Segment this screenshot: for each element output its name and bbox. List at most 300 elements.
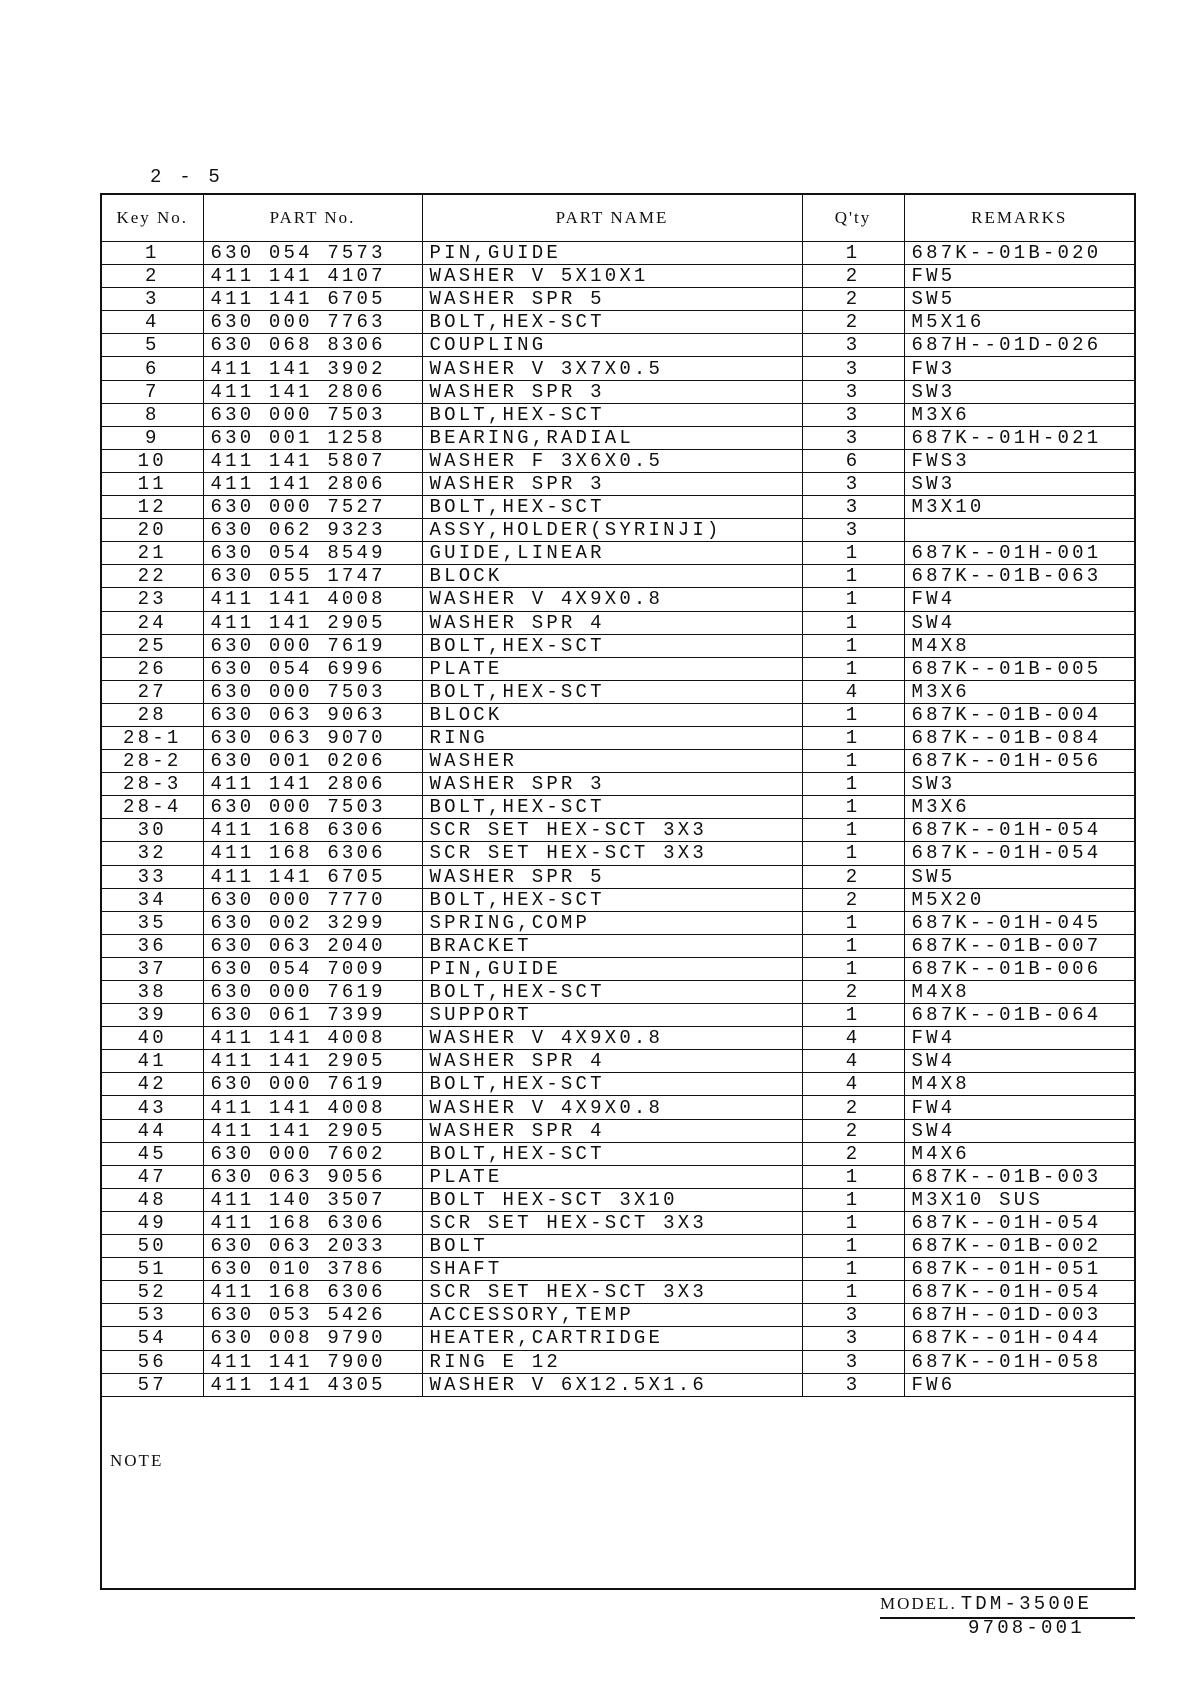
cell-remarks: 687K--01H-021 bbox=[904, 426, 1134, 449]
cell-qty: 1 bbox=[802, 565, 904, 588]
cell-part-no: 630 001 1258 bbox=[203, 426, 422, 449]
table-row bbox=[102, 265, 1134, 288]
table-row bbox=[102, 380, 1134, 403]
cell-key-no: 3 bbox=[102, 288, 203, 311]
cell-remarks: 687K--01B-084 bbox=[904, 726, 1134, 749]
cell-remarks: 687K--01B-007 bbox=[904, 934, 1134, 957]
cell-key-no: 26 bbox=[102, 657, 203, 680]
cell-part-no: 411 141 4107 bbox=[203, 265, 422, 288]
cell-part-no: 630 000 7503 bbox=[203, 680, 422, 703]
cell-qty: 1 bbox=[802, 934, 904, 957]
table-row bbox=[102, 1373, 1134, 1396]
cell-part-no: 411 140 3507 bbox=[203, 1188, 422, 1211]
cell-qty: 1 bbox=[802, 819, 904, 842]
cell-remarks: M3X6 bbox=[904, 403, 1134, 426]
cell-remarks: 687K--01H-044 bbox=[904, 1327, 1134, 1350]
cell-key-no: 37 bbox=[102, 957, 203, 980]
cell-key-no: 54 bbox=[102, 1327, 203, 1350]
cell-qty: 1 bbox=[802, 1235, 904, 1258]
table-row bbox=[102, 334, 1134, 357]
cell-part-no: 630 063 9063 bbox=[203, 703, 422, 726]
cell-part-name: BOLT HEX-SCT 3X10 bbox=[422, 1188, 802, 1211]
table-row bbox=[102, 542, 1134, 565]
cell-part-name: WASHER SPR 5 bbox=[422, 288, 802, 311]
model-label: MODEL. bbox=[880, 1594, 957, 1613]
cell-part-no: 630 063 9070 bbox=[203, 726, 422, 749]
cell-qty: 1 bbox=[802, 542, 904, 565]
cell-qty: 1 bbox=[802, 1211, 904, 1234]
cell-key-no: 56 bbox=[102, 1350, 203, 1373]
cell-part-no: 630 000 7602 bbox=[203, 1142, 422, 1165]
cell-key-no: 28-2 bbox=[102, 750, 203, 773]
cell-qty: 2 bbox=[802, 1096, 904, 1119]
table-row bbox=[102, 680, 1134, 703]
cell-part-no: 630 000 7619 bbox=[203, 634, 422, 657]
cell-key-no: 7 bbox=[102, 380, 203, 403]
cell-part-name: WASHER SPR 3 bbox=[422, 773, 802, 796]
cell-remarks: M5X20 bbox=[904, 888, 1134, 911]
table-row bbox=[102, 1096, 1134, 1119]
cell-part-no: 630 002 3299 bbox=[203, 911, 422, 934]
cell-key-no: 32 bbox=[102, 842, 203, 865]
table-row bbox=[102, 703, 1134, 726]
cell-part-no: 630 000 7619 bbox=[203, 981, 422, 1004]
cell-part-name: BRACKET bbox=[422, 934, 802, 957]
cell-part-no: 630 054 6996 bbox=[203, 657, 422, 680]
cell-remarks: SW4 bbox=[904, 1119, 1134, 1142]
cell-key-no: 8 bbox=[102, 403, 203, 426]
cell-part-no: 411 168 6306 bbox=[203, 1281, 422, 1304]
cell-part-name: WASHER SPR 3 bbox=[422, 380, 802, 403]
cell-key-no: 21 bbox=[102, 542, 203, 565]
cell-key-no: 44 bbox=[102, 1119, 203, 1142]
cell-part-name: PLATE bbox=[422, 1165, 802, 1188]
cell-key-no: 2 bbox=[102, 265, 203, 288]
cell-remarks: 687H--01D-003 bbox=[904, 1304, 1134, 1327]
header-part-name: PART NAME bbox=[422, 195, 802, 242]
cell-part-name: BLOCK bbox=[422, 565, 802, 588]
table-row bbox=[102, 1281, 1134, 1304]
cell-part-name: WASHER V 6X12.5X1.6 bbox=[422, 1373, 802, 1396]
cell-part-no: 630 053 5426 bbox=[203, 1304, 422, 1327]
cell-part-no: 630 000 7503 bbox=[203, 796, 422, 819]
cell-remarks: 687K--01H-054 bbox=[904, 1211, 1134, 1234]
cell-part-no: 630 055 1747 bbox=[203, 565, 422, 588]
cell-remarks: FW6 bbox=[904, 1373, 1134, 1396]
table-row bbox=[102, 1258, 1134, 1281]
table-row bbox=[102, 496, 1134, 519]
cell-key-no: 28-3 bbox=[102, 773, 203, 796]
cell-part-name: WASHER SPR 4 bbox=[422, 611, 802, 634]
cell-part-name: WASHER SPR 4 bbox=[422, 1119, 802, 1142]
cell-qty: 3 bbox=[802, 357, 904, 380]
cell-qty: 1 bbox=[802, 634, 904, 657]
cell-part-name: WASHER SPR 3 bbox=[422, 472, 802, 495]
cell-qty: 1 bbox=[802, 911, 904, 934]
cell-remarks: 687K--01B-064 bbox=[904, 1004, 1134, 1027]
cell-part-no: 630 061 7399 bbox=[203, 1004, 422, 1027]
cell-part-no: 411 141 5807 bbox=[203, 449, 422, 472]
table-row bbox=[102, 981, 1134, 1004]
cell-part-name: BEARING,RADIAL bbox=[422, 426, 802, 449]
cell-part-name: WASHER SPR 5 bbox=[422, 865, 802, 888]
cell-key-no: 43 bbox=[102, 1096, 203, 1119]
cell-part-name: BOLT,HEX-SCT bbox=[422, 1073, 802, 1096]
cell-remarks: 687K--01B-063 bbox=[904, 565, 1134, 588]
cell-part-no: 411 141 4305 bbox=[203, 1373, 422, 1396]
table-row bbox=[102, 1327, 1134, 1350]
cell-part-no: 630 000 7527 bbox=[203, 496, 422, 519]
cell-remarks: FW4 bbox=[904, 1027, 1134, 1050]
cell-key-no: 12 bbox=[102, 496, 203, 519]
cell-qty: 4 bbox=[802, 1050, 904, 1073]
cell-part-name: BOLT,HEX-SCT bbox=[422, 634, 802, 657]
cell-remarks: M3X10 SUS bbox=[904, 1188, 1134, 1211]
cell-remarks: 687K--01B-004 bbox=[904, 703, 1134, 726]
table-row bbox=[102, 726, 1134, 749]
note-label: NOTE bbox=[110, 1451, 164, 1470]
cell-qty: 2 bbox=[802, 888, 904, 911]
cell-remarks: M3X10 bbox=[904, 496, 1134, 519]
cell-part-no: 630 062 9323 bbox=[203, 519, 422, 542]
cell-key-no: 33 bbox=[102, 865, 203, 888]
cell-key-no: 20 bbox=[102, 519, 203, 542]
cell-part-no: 630 063 9056 bbox=[203, 1165, 422, 1188]
cell-key-no: 48 bbox=[102, 1188, 203, 1211]
cell-remarks: FW5 bbox=[904, 265, 1134, 288]
cell-qty: 4 bbox=[802, 680, 904, 703]
table-row bbox=[102, 1119, 1134, 1142]
table-row bbox=[102, 773, 1134, 796]
cell-part-name: SHAFT bbox=[422, 1258, 802, 1281]
table-row bbox=[102, 1004, 1134, 1027]
header-remarks: REMARKS bbox=[904, 195, 1134, 242]
cell-qty: 4 bbox=[802, 1073, 904, 1096]
cell-part-no: 411 141 7900 bbox=[203, 1350, 422, 1373]
cell-qty: 1 bbox=[802, 1281, 904, 1304]
cell-part-name: RING bbox=[422, 726, 802, 749]
table-row bbox=[102, 288, 1134, 311]
cell-qty: 3 bbox=[802, 403, 904, 426]
cell-remarks: 687K--01B-005 bbox=[904, 657, 1134, 680]
parts-list-table bbox=[100, 193, 1136, 1590]
cell-remarks: M4X8 bbox=[904, 634, 1134, 657]
table-row bbox=[102, 657, 1134, 680]
cell-qty: 6 bbox=[802, 449, 904, 472]
cell-qty: 3 bbox=[802, 380, 904, 403]
cell-remarks: M5X16 bbox=[904, 311, 1134, 334]
cell-remarks: 687K--01B-020 bbox=[904, 242, 1134, 265]
cell-part-name: SUPPORT bbox=[422, 1004, 802, 1027]
cell-remarks: 687K--01B-006 bbox=[904, 957, 1134, 980]
cell-part-no: 630 010 3786 bbox=[203, 1258, 422, 1281]
model-value: TDM-3500E bbox=[960, 1593, 1093, 1615]
table-row bbox=[102, 1350, 1134, 1373]
cell-qty: 1 bbox=[802, 703, 904, 726]
cell-key-no: 28-1 bbox=[102, 726, 203, 749]
cell-part-no: 630 068 8306 bbox=[203, 334, 422, 357]
table-row bbox=[102, 888, 1134, 911]
cell-part-no: 411 141 6705 bbox=[203, 865, 422, 888]
cell-part-no: 630 054 8549 bbox=[203, 542, 422, 565]
cell-part-no: 411 141 3902 bbox=[203, 357, 422, 380]
cell-remarks: M3X6 bbox=[904, 680, 1134, 703]
cell-remarks: M3X6 bbox=[904, 796, 1134, 819]
header-row bbox=[102, 195, 1134, 242]
cell-remarks: 687K--01H-054 bbox=[904, 819, 1134, 842]
cell-remarks: 687K--01H-001 bbox=[904, 542, 1134, 565]
cell-key-no: 52 bbox=[102, 1281, 203, 1304]
cell-qty: 2 bbox=[802, 311, 904, 334]
cell-qty: 1 bbox=[802, 750, 904, 773]
table-row bbox=[102, 911, 1134, 934]
cell-remarks: SW3 bbox=[904, 472, 1134, 495]
cell-part-no: 630 008 9790 bbox=[203, 1327, 422, 1350]
cell-part-no: 411 141 2806 bbox=[203, 380, 422, 403]
table-row bbox=[102, 565, 1134, 588]
cell-qty: 3 bbox=[802, 1327, 904, 1350]
cell-key-no: 27 bbox=[102, 680, 203, 703]
cell-part-name: SCR SET HEX-SCT 3X3 bbox=[422, 1211, 802, 1234]
cell-qty: 3 bbox=[802, 334, 904, 357]
cell-key-no: 50 bbox=[102, 1235, 203, 1258]
cell-key-no: 39 bbox=[102, 1004, 203, 1027]
cell-key-no: 23 bbox=[102, 588, 203, 611]
cell-part-name: SCR SET HEX-SCT 3X3 bbox=[422, 1281, 802, 1304]
table-row bbox=[102, 1304, 1134, 1327]
cell-key-no: 47 bbox=[102, 1165, 203, 1188]
cell-part-name: BOLT,HEX-SCT bbox=[422, 403, 802, 426]
cell-part-no: 630 001 0206 bbox=[203, 750, 422, 773]
cell-key-no: 51 bbox=[102, 1258, 203, 1281]
cell-qty: 1 bbox=[802, 657, 904, 680]
document-code: 9708-001 bbox=[968, 1617, 1085, 1639]
cell-part-no: 411 141 4008 bbox=[203, 588, 422, 611]
cell-part-name: WASHER V 5X10X1 bbox=[422, 265, 802, 288]
cell-key-no: 34 bbox=[102, 888, 203, 911]
cell-part-name: SCR SET HEX-SCT 3X3 bbox=[422, 842, 802, 865]
cell-part-name: ACCESSORY,TEMP bbox=[422, 1304, 802, 1327]
cell-remarks: 687K--01B-002 bbox=[904, 1235, 1134, 1258]
cell-key-no: 42 bbox=[102, 1073, 203, 1096]
cell-key-no: 11 bbox=[102, 472, 203, 495]
table-row bbox=[102, 957, 1134, 980]
cell-remarks: FW4 bbox=[904, 588, 1134, 611]
table-row bbox=[102, 1142, 1134, 1165]
table-row bbox=[102, 934, 1134, 957]
cell-part-no: 630 000 7503 bbox=[203, 403, 422, 426]
cell-qty: 3 bbox=[802, 496, 904, 519]
cell-key-no: 28 bbox=[102, 703, 203, 726]
cell-key-no: 57 bbox=[102, 1373, 203, 1396]
cell-remarks: SW4 bbox=[904, 611, 1134, 634]
cell-qty: 3 bbox=[802, 472, 904, 495]
cell-part-name: WASHER F 3X6X0.5 bbox=[422, 449, 802, 472]
cell-part-no: 630 054 7009 bbox=[203, 957, 422, 980]
cell-part-no: 411 168 6306 bbox=[203, 819, 422, 842]
cell-qty: 1 bbox=[802, 726, 904, 749]
cell-key-no: 4 bbox=[102, 311, 203, 334]
cell-remarks: 687K--01H-058 bbox=[904, 1350, 1134, 1373]
cell-part-name: GUIDE,LINEAR bbox=[422, 542, 802, 565]
cell-key-no: 9 bbox=[102, 426, 203, 449]
cell-key-no: 10 bbox=[102, 449, 203, 472]
cell-remarks: SW4 bbox=[904, 1050, 1134, 1073]
cell-remarks: FWS3 bbox=[904, 449, 1134, 472]
table-row bbox=[102, 1027, 1134, 1050]
cell-key-no: 38 bbox=[102, 981, 203, 1004]
cell-part-no: 411 168 6306 bbox=[203, 842, 422, 865]
cell-qty: 2 bbox=[802, 1119, 904, 1142]
cell-remarks: SW3 bbox=[904, 773, 1134, 796]
cell-part-no: 411 141 6705 bbox=[203, 288, 422, 311]
table-row bbox=[102, 1188, 1134, 1211]
cell-part-name: BOLT,HEX-SCT bbox=[422, 311, 802, 334]
cell-qty: 1 bbox=[802, 957, 904, 980]
cell-qty: 1 bbox=[802, 1004, 904, 1027]
cell-qty: 2 bbox=[802, 265, 904, 288]
cell-remarks bbox=[904, 519, 1134, 542]
cell-part-name: BOLT bbox=[422, 1235, 802, 1258]
cell-part-no: 411 141 4008 bbox=[203, 1027, 422, 1050]
cell-part-no: 411 141 2806 bbox=[203, 773, 422, 796]
cell-key-no: 25 bbox=[102, 634, 203, 657]
cell-remarks: 687K--01H-054 bbox=[904, 842, 1134, 865]
cell-part-name: BOLT,HEX-SCT bbox=[422, 888, 802, 911]
cell-part-name: ASSY,HOLDER(SYRINJI) bbox=[422, 519, 802, 542]
cell-part-name: WASHER V 4X9X0.8 bbox=[422, 1027, 802, 1050]
cell-key-no: 36 bbox=[102, 934, 203, 957]
table-row bbox=[102, 842, 1134, 865]
table-row bbox=[102, 819, 1134, 842]
cell-remarks: SW5 bbox=[904, 288, 1134, 311]
cell-remarks: FW4 bbox=[904, 1096, 1134, 1119]
header-qty: Q'ty bbox=[802, 195, 904, 242]
header-part-no: PART No. bbox=[203, 195, 422, 242]
cell-qty: 2 bbox=[802, 981, 904, 1004]
cell-remarks: M4X8 bbox=[904, 1073, 1134, 1096]
table-row bbox=[102, 588, 1134, 611]
cell-qty: 1 bbox=[802, 842, 904, 865]
cell-part-name: BOLT,HEX-SCT bbox=[422, 496, 802, 519]
cell-qty: 1 bbox=[802, 1258, 904, 1281]
cell-key-no: 53 bbox=[102, 1304, 203, 1327]
cell-key-no: 6 bbox=[102, 357, 203, 380]
cell-part-name: WASHER V 4X9X0.8 bbox=[422, 1096, 802, 1119]
cell-key-no: 41 bbox=[102, 1050, 203, 1073]
cell-key-no: 5 bbox=[102, 334, 203, 357]
table-row bbox=[102, 1235, 1134, 1258]
table-row bbox=[102, 403, 1134, 426]
cell-qty: 1 bbox=[802, 796, 904, 819]
cell-key-no: 49 bbox=[102, 1211, 203, 1234]
cell-part-no: 630 063 2033 bbox=[203, 1235, 422, 1258]
cell-part-name: BOLT,HEX-SCT bbox=[422, 981, 802, 1004]
cell-qty: 2 bbox=[802, 288, 904, 311]
cell-part-name: WASHER V 3X7X0.5 bbox=[422, 357, 802, 380]
cell-part-no: 630 063 2040 bbox=[203, 934, 422, 957]
cell-part-name: WASHER SPR 4 bbox=[422, 1050, 802, 1073]
table-row bbox=[102, 634, 1134, 657]
cell-qty: 3 bbox=[802, 1304, 904, 1327]
cell-qty: 1 bbox=[802, 1188, 904, 1211]
cell-remarks: 687H--01D-026 bbox=[904, 334, 1134, 357]
cell-qty: 3 bbox=[802, 519, 904, 542]
cell-part-name: BLOCK bbox=[422, 703, 802, 726]
model-block bbox=[880, 1593, 1135, 1619]
cell-part-name: SCR SET HEX-SCT 3X3 bbox=[422, 819, 802, 842]
cell-key-no: 1 bbox=[102, 242, 203, 265]
cell-qty: 3 bbox=[802, 1350, 904, 1373]
cell-part-name: PLATE bbox=[422, 657, 802, 680]
cell-part-no: 411 141 4008 bbox=[203, 1096, 422, 1119]
table-row bbox=[102, 449, 1134, 472]
page-number: 2 - 5 bbox=[150, 166, 224, 188]
cell-key-no: 22 bbox=[102, 565, 203, 588]
table-row bbox=[102, 796, 1134, 819]
cell-part-no: 630 000 7619 bbox=[203, 1073, 422, 1096]
table-row bbox=[102, 1050, 1134, 1073]
cell-key-no: 28-4 bbox=[102, 796, 203, 819]
cell-qty: 2 bbox=[802, 865, 904, 888]
cell-qty: 1 bbox=[802, 1165, 904, 1188]
cell-remarks: M4X8 bbox=[904, 981, 1134, 1004]
cell-part-no: 630 000 7763 bbox=[203, 311, 422, 334]
table-row bbox=[102, 1073, 1134, 1096]
table-row bbox=[102, 519, 1134, 542]
table-row bbox=[102, 1165, 1134, 1188]
cell-key-no: 45 bbox=[102, 1142, 203, 1165]
cell-part-name: BOLT,HEX-SCT bbox=[422, 1142, 802, 1165]
table-row bbox=[102, 472, 1134, 495]
cell-part-name: PIN,GUIDE bbox=[422, 242, 802, 265]
cell-part-no: 630 054 7573 bbox=[203, 242, 422, 265]
cell-remarks: 687K--01H-054 bbox=[904, 1281, 1134, 1304]
cell-part-no: 411 141 2905 bbox=[203, 1119, 422, 1142]
table-row bbox=[102, 357, 1134, 380]
cell-part-no: 630 000 7770 bbox=[203, 888, 422, 911]
cell-part-name: BOLT,HEX-SCT bbox=[422, 796, 802, 819]
cell-key-no: 24 bbox=[102, 611, 203, 634]
cell-remarks: 687K--01H-056 bbox=[904, 750, 1134, 773]
table-row bbox=[102, 1211, 1134, 1234]
cell-qty: 1 bbox=[802, 242, 904, 265]
table-row bbox=[102, 242, 1134, 265]
cell-part-name: WASHER bbox=[422, 750, 802, 773]
cell-key-no: 30 bbox=[102, 819, 203, 842]
table-row bbox=[102, 750, 1134, 773]
cell-part-name: HEATER,CARTRIDGE bbox=[422, 1327, 802, 1350]
cell-remarks: 687K--01H-045 bbox=[904, 911, 1134, 934]
cell-remarks: SW3 bbox=[904, 380, 1134, 403]
header-key-no: Key No. bbox=[102, 195, 203, 242]
cell-qty: 1 bbox=[802, 773, 904, 796]
cell-part-name: SPRING,COMP bbox=[422, 911, 802, 934]
cell-remarks: FW3 bbox=[904, 357, 1134, 380]
cell-qty: 3 bbox=[802, 426, 904, 449]
table-row bbox=[102, 865, 1134, 888]
cell-qty: 4 bbox=[802, 1027, 904, 1050]
table-row bbox=[102, 311, 1134, 334]
cell-remarks: 687K--01H-051 bbox=[904, 1258, 1134, 1281]
cell-part-no: 411 141 2905 bbox=[203, 611, 422, 634]
cell-part-no: 411 168 6306 bbox=[203, 1211, 422, 1234]
cell-key-no: 35 bbox=[102, 911, 203, 934]
table-row bbox=[102, 611, 1134, 634]
cell-qty: 1 bbox=[802, 588, 904, 611]
cell-part-name: BOLT,HEX-SCT bbox=[422, 680, 802, 703]
cell-remarks: 687K--01B-003 bbox=[904, 1165, 1134, 1188]
